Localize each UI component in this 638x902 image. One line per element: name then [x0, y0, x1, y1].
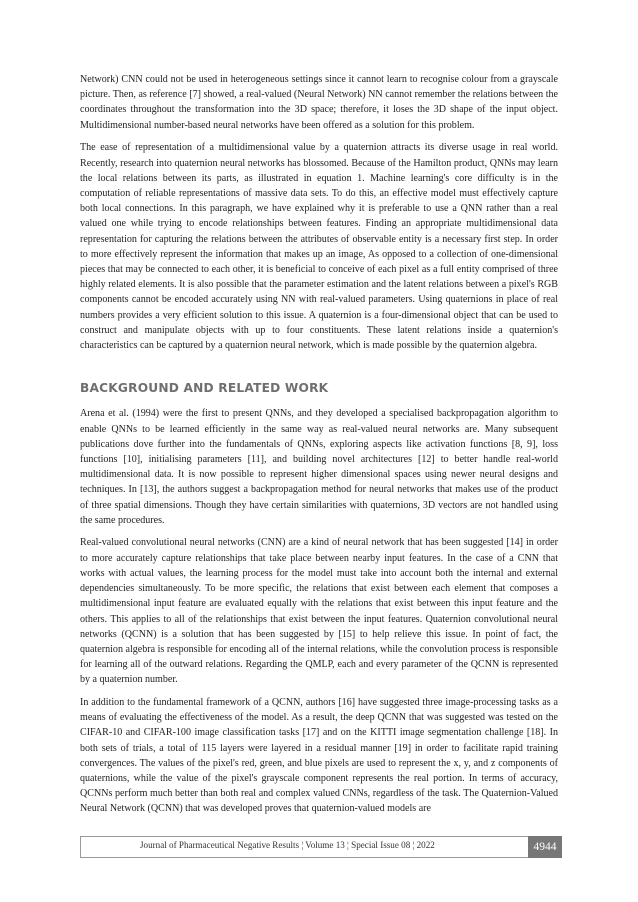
page-footer — [80, 836, 558, 860]
paragraph-1: Network) CNN could not be used in heterogeneous settings since it cannot learn to recognise colour from a grayscale picture. Then, as reference [7] showed, a real-valued (Neural Network) NN cannot remember the relations between the coordinates throughout the transformation into the 3D space; therefore, it loses the 3D shape of the input object. Multidimensional number-based neural networks have been offered as a solution for this problem. — [80, 74, 558, 131]
page-number: 4944 — [528, 836, 562, 858]
paragraph-2: The ease of representation of a multidimensional value by a quaternion attracts its diverse usage in real world. Recently, research into quaternion neural networks has blossomed. Because of the Hamilton product, QNNs may learn the local relations between its parts, as illustrated in equation 1. Machine learning's core difficulty is in the computation of reliable representations of massive data sets. To do this, an effective model must effectively capture both local connections. In this paragraph, we have explained why it is preferable to use a QNN rather than a real valued one while trying to encode relationships between features. Finding an appropriate multidimensional data representation for capturing the relations between the attributes of observable entity is a necessary first step. In order to more effectively represent the information that makes up an image, As opposed to a collection of one-dimensional pieces that may be connected to each other, it is beneficial to conceive of each pixel as a full entity comprised of three highly related elements. It is also possible that the parameter estimation and the latent relations between a pixel's RGB components cannot be encoded accurately using NN with real-valued parameters. Using quaternions in place of real numbers provides a very efficient solution to this issue. A quaternion is a four-dimensional object that can be used to construct and manipulate objects with up to four constituents. These latent relations inside a quaternion's characteristics can be captured by a quaternion neural network, which is made possible by the quaternion algebra. — [80, 142, 558, 351]
paragraph-5: In addition to the fundamental framework of a QCNN, authors [16] have suggested three image-processing tasks as a means of evaluating the effectiveness of the model. As a result, the deep QCNN that was suggested was tested on the CIFAR-10 and CIFAR-100 image classification tasks [17] and on the KITTI image segmentation challenge [18]. In both sets of trials, a total of 115 layers were layered in a residual manner [19] in order to facilitate rapid training convergences. The values of the pixel's red, green, and blue pixels are used to represent the x, y, and z components of quaternions, while the value of the pixel's grayscale component represents the real portion. In terms of accuracy, QCNNs perform much better than both real and complex valued CNNs, regardless of the task. The Quaternion-Valued Neural Network (QCNN) that was developed proves that quaternion-valued models are — [80, 697, 558, 815]
section-heading: BACKGROUND AND RELATED WORK — [80, 381, 329, 396]
journal-citation: Journal of Pharmaceutical Negative Results ¦ Volume 13 ¦ Special Issue 08 ¦ 2022 — [140, 840, 435, 850]
paragraph-4: Real-valued convolutional neural networks (CNN) are a kind of neural network that has been suggested [14] in order to more accurately capture relationships that take place between nearby input features. In the case of a CNN that works with actual values, the learning process for the model must take into account both the internal and external dependencies simultaneously. To be more specific, the relations that exist between each element that composes a multidimensional input feature are evaluated equally with the relations that exist between this input feature and the others. This applies to all of the relationships that exist between the input features. Quaternion convolutional neural networks (QCNN) is a solution that has been suggested by [15] to help relieve this issue. In point of fact, the quaternion algebra is responsible for encoding all of the internal relations, while the convolution process is responsible for learning all of the outward relations. Regarding the QMLP, each and every parameter of the QCNN is represented by a quaternion number. — [80, 537, 558, 686]
article-body — [80, 72, 558, 824]
paragraph-3: Arena et al. (1994) were the first to present QNNs, and they developed a specialised backpropagation algorithm to enable QNNs to be learned efficiently in the same way as real-valued neural networks are. Many subsequent publications dove further into the fundamentals of QNNs, exploring aspects like activation functions [8, 9], loss functions [10], initialising parameters [11], and building novel architectures [12] to better handle real-world multidimensional data. It is now possible to represent higher dimensional spaces using newer neural designs and techniques. In [13], the authors suggest a backpropagation method for neural networks that makes use of the product of three spatial dimensions. Though they have certain similarities with quaternions, 3D vectors are not handled using the same procedures. — [80, 408, 558, 526]
